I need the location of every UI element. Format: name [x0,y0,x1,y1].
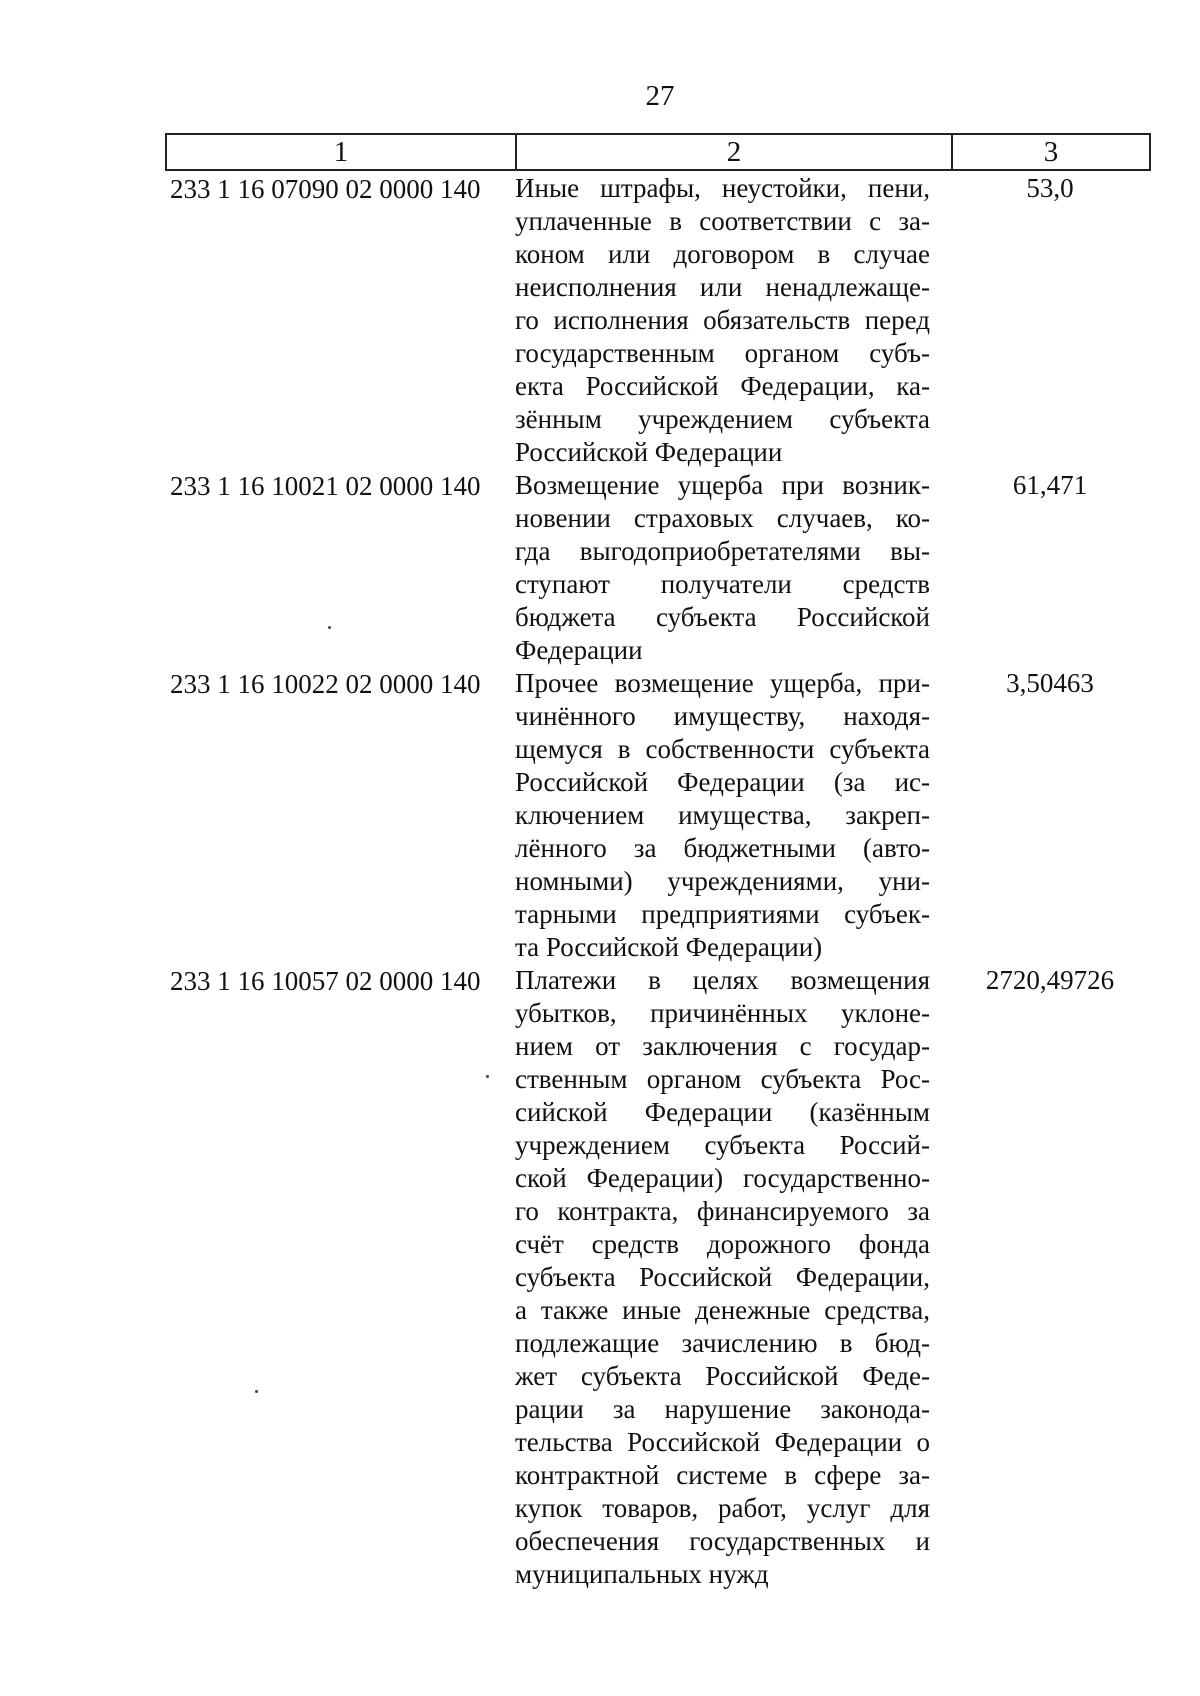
description-line: го контракта, финансируемого за [515,1196,930,1226]
amount-value: 2720,49726 [985,965,1115,995]
header-col-1: 1 [167,135,517,169]
description-line: Прочее возмещение ущерба, при- [515,668,930,698]
description-line: сийской Федерации (казённым [515,1097,930,1127]
description-line: ступают получатели средств [515,569,930,599]
revenue-code: 233 1 16 07090 02 0000 140 [170,174,481,204]
table-row [170,469,1160,667]
description-line: бюджета субъекта Российской [515,602,930,632]
table-header [165,133,1151,171]
description-line: государственным органом субъ- [515,338,930,368]
description-line: неисполнения или ненадлежаще- [515,272,930,302]
description-line: гда выгодоприобретателями вы- [515,536,930,566]
description-line: Платежи в целях возмещения [515,965,930,995]
description-line: подлежащие зачислению в бюд- [515,1328,930,1358]
description-line: чинённого имуществу, находя- [515,701,930,731]
amount-value: 61,471 [1012,470,1088,500]
table-body [170,172,1160,1591]
table-row [170,667,1160,964]
description-line: субъекта Российской Федерации, [515,1262,930,1292]
revenue-description [515,667,930,964]
description-line: контрактной системе в сфере за- [515,1460,930,1490]
revenue-description [515,172,930,469]
description-line: жет субъекта Российской Феде- [515,1361,930,1391]
description-line: коном или договором в случае [515,239,930,269]
header-col-2: 2 [517,135,953,169]
description-line: ственным органом субъекта Рос- [515,1064,930,1094]
revenue-code: 233 1 16 10057 02 0000 140 [170,966,481,996]
description-line: Федерации [515,635,643,665]
description-line: уплаченные в соответствии с за- [515,206,930,236]
description-line: ключением имущества, закреп- [515,800,930,830]
header-col-3: 3 [1043,136,1059,168]
description-line: та Российской Федерации) [515,932,823,962]
description-line: учреждением субъекта Россий- [515,1130,930,1160]
page-number: 27 [645,80,675,112]
description-line: тельства Российской Федерации о [515,1427,930,1457]
description-line: ской Федерации) государственно- [515,1163,930,1193]
revenue-description [515,469,930,667]
description-line: лённого за бюджетными (авто- [515,833,930,863]
description-line: зённым учреждением субъекта [515,404,930,434]
description-line: нием от заключения с государ- [515,1031,930,1061]
description-line: Российской Федерации [515,437,783,467]
description-line: обеспечения государственных и [515,1526,930,1556]
scan-speck [255,1390,258,1393]
description-line: убытков, причинённых уклоне- [515,998,930,1028]
description-line: Иные штрафы, неустойки, пени, [515,173,930,203]
description-line: муниципальных нужд [515,1559,769,1589]
description-line: а также иные денежные средства, [515,1295,930,1325]
description-line: купок товаров, работ, услуг для [515,1493,930,1523]
description-line: Российской Федерации (за ис- [515,767,930,797]
description-line: го исполнения обязательств перед [515,305,930,335]
description-line: Возмещение ущерба при возник- [515,470,930,500]
description-line: тарными предприятиями субъек- [515,899,930,929]
table-row [170,964,1160,1591]
revenue-description [515,964,930,1591]
description-line: екта Российской Федерации, ка- [515,371,930,401]
amount-value: 3,50463 [1006,668,1094,698]
scan-speck [328,626,331,629]
table-row [170,172,1160,469]
description-line: рации за нарушение законода- [515,1394,930,1424]
scan-speck [486,1075,489,1078]
revenue-code: 233 1 16 10021 02 0000 140 [170,471,481,501]
amount-value: 53,0 [1026,173,1074,203]
revenue-code: 233 1 16 10022 02 0000 140 [170,669,481,699]
description-line: номными) учреждениями, уни- [515,866,930,896]
description-line: щемуся в собственности субъекта [515,734,930,764]
description-line: новении страховых случаев, ко- [515,503,930,533]
description-line: счёт средств дорожного фонда [515,1229,930,1259]
